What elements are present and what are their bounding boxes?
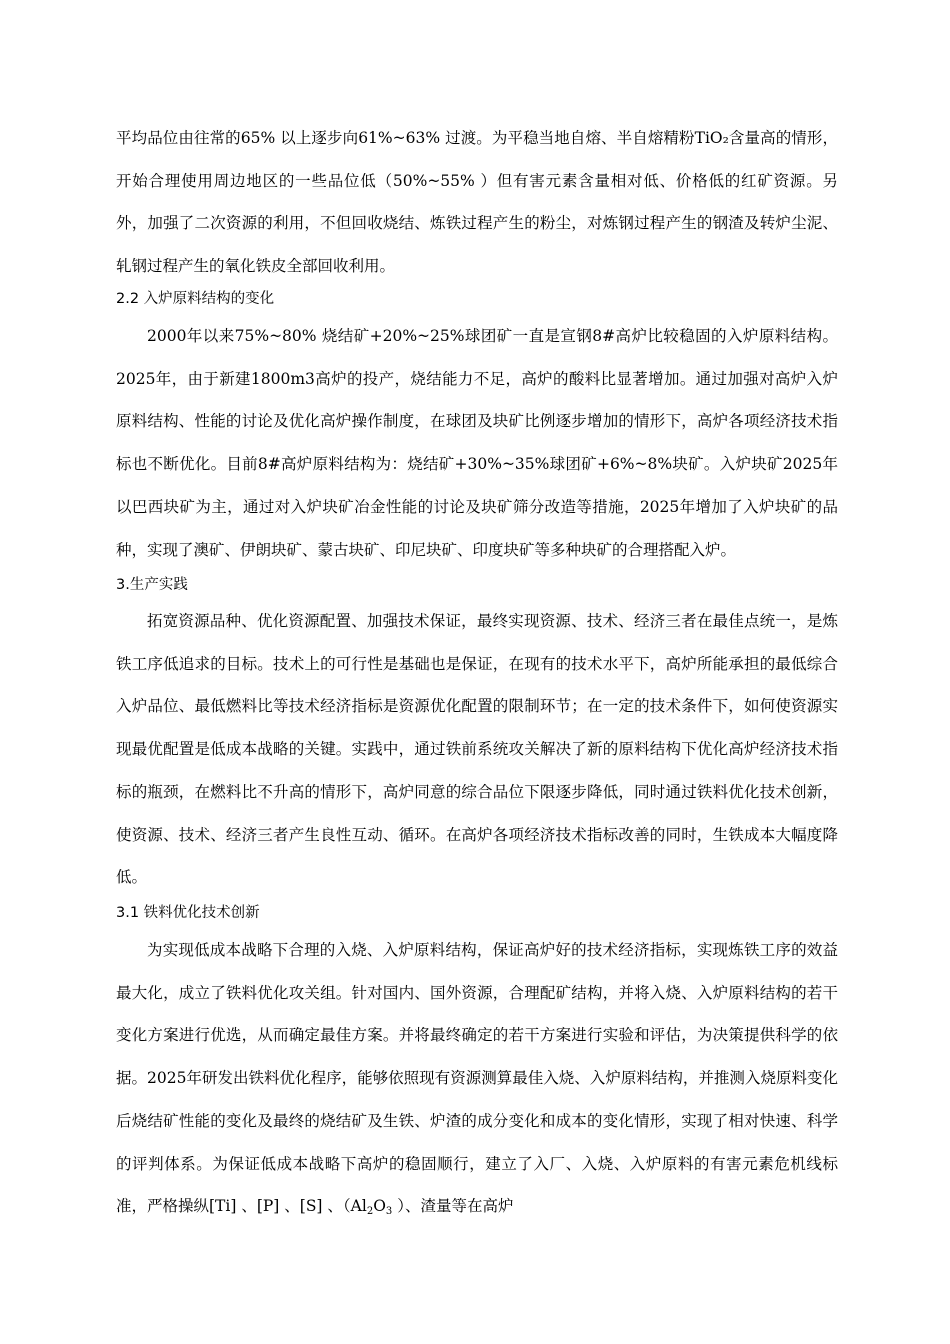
paragraph-burden-structure: 2000年以来75%~80% 烧结矿+20%~25%球团矿一直是宣钢8#高炉比较稳固的入炉原料结构。2025年，由于新建1800m3高炉的投产，烧结能力不足，高炉的酸料比显著增加。通过加强对高炉入炉原料结构、性能的讨论及优化高炉操作制度，在球团及块矿比例逐步增加的情形下，高炉各项经济技术指标也不断优化。目前8#高炉原料结构为：烧结矿+30%~35%球团矿+6%~8%块矿。入炉块矿2025年以巴西块矿为主，通过对入炉块矿冶金性能的讨论及块矿筛分改造等措施，2025年增加了入炉块矿的品种，实现了澳矿、伊朗块矿、蒙古块矿、印尼块矿、印度块矿等多种块矿的合理搭配入炉。 xyxy=(116,327,838,559)
paragraph-tail: ）、渣量等在高炉 xyxy=(392,1197,514,1216)
paragraph-iron-optimization xyxy=(116,929,838,1234)
oxygen-symbol: O xyxy=(373,1197,386,1216)
subscript-2: 2 xyxy=(366,1206,374,1218)
section-heading-2-2: 2.2 入炉原料结构的变化 xyxy=(116,291,275,307)
section-heading-3-1: 3.1 铁料优化技术创新 xyxy=(116,905,260,921)
section-heading-3: 3.生产实践 xyxy=(116,577,188,593)
paragraph-ore-grade: 平均品位由往常的65% 以上逐步向61%~63% 过渡。为平稳当地自熔、半自熔精粉TiO₂含量高的情形，开始合理使用周边地区的一些品位低（50%~55% ）但有害元素含量相对低、价格低的红矿资源。另外，加强了二次资源的利用，不但回收烧结、炼铁过程产生的粉尘，对炼钢过程产生的钢渣及转炉尘泥、轧钢过程产生的氧化铁皮全部回收利用。 xyxy=(116,129,838,276)
paragraph-text: 为实现低成本战略下合理的入烧、入炉原料结构，保证高炉好的技术经济指标，实现炼铁工序的效益最大化，成立了铁料优化攻关组。针对国内、国外资源，合理配矿结构，并将入烧、入炉原料结构的若干变化方案进行优选，从而确定最佳方案。并将最终确定的若干方案进行实验和评估，为决策提供科学的依据。2025年研发出铁料优化程序，能够依照现有资源测算最佳入烧、入炉原料结构，并推测入烧原料变化后烧结矿性能的变化及最终的烧结矿及生铁、炉渣的成分变化和成本的变化情形，实现了相对快速、科学的评判体系。为保证低成本战略下高炉的稳固顺行，建立了入厂、入烧、入炉原料的有害元素危机线标准，严格操纵[Ti] 、[P] 、[S] 、（Al xyxy=(116,941,838,1216)
subscript-3: 3 xyxy=(385,1206,393,1218)
paragraph-production-practice: 拓宽资源品种、优化资源配置、加强技术保证，最终实现资源、技术、经济三者在最佳点统一，是炼铁工序低追求的目标。技术上的可行性是基础也是保证，在现有的技术水平下，高炉所能承担的最低综合入炉品位、最低燃料比等技术经济指标是资源优化配置的限制环节；在一定的技术条件下，如何使资源实现最优配置是低成本战略的关键。实践中，通过铁前系统攻关解决了新的原料结构下优化高炉经济技术指标的瓶颈，在燃料比不升高的情形下，高炉同意的综合品位下限逐步降低，同时通过铁料优化技术创新，使资源、技术、经济三者产生良性互动、循环。在高炉各项经济技术指标改善的同时，生铁成本大幅度降低。 xyxy=(116,612,838,887)
